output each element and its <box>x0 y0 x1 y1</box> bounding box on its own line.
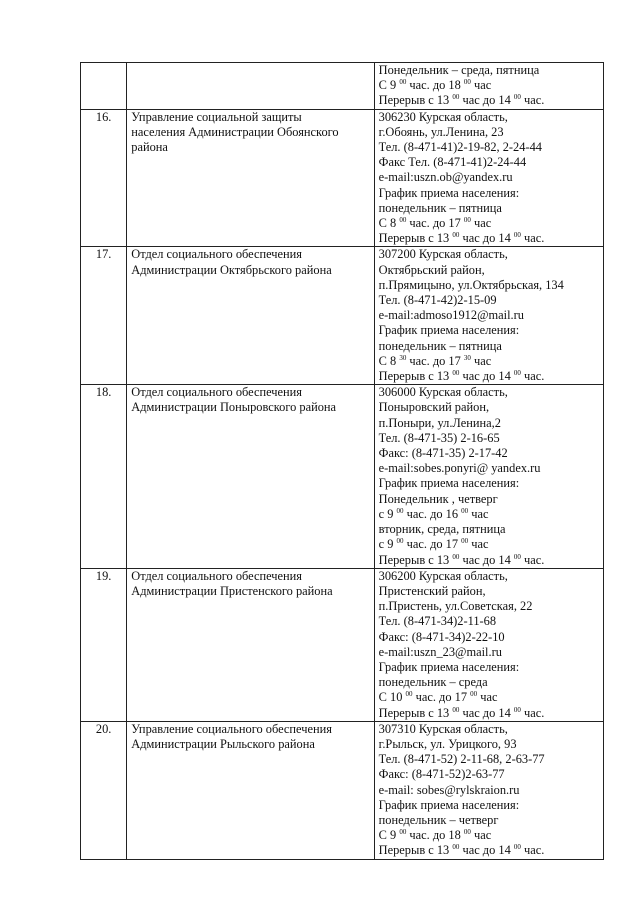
office-name-cell <box>127 109 374 247</box>
row-number-cell <box>81 568 127 721</box>
contact-info-line <box>379 813 600 828</box>
time-minutes-superscript: 00 <box>452 231 460 240</box>
contact-info-text: час. до 18 <box>406 828 464 843</box>
contact-info-cell <box>374 568 603 721</box>
contact-info-text: Перерыв с 13 <box>378 93 453 108</box>
contact-info-text: Факс: (8-471-34)2-22-10 <box>378 629 505 644</box>
contact-info-text: с 9 <box>378 506 397 521</box>
contact-info-text: График приема населения: <box>378 185 520 200</box>
contact-info-text: С 9 <box>378 828 400 843</box>
contact-info-line <box>379 614 600 629</box>
time-minutes-superscript: 00 <box>513 552 521 561</box>
contact-info-line <box>379 416 600 431</box>
contact-info-text: час до 14 <box>459 231 514 246</box>
time-minutes-superscript: 00 <box>396 537 404 546</box>
contact-info-line <box>379 369 600 384</box>
contact-info-line <box>379 537 600 552</box>
office-name-line: Отдел социального обеспечения <box>131 385 302 400</box>
time-minutes-superscript: 00 <box>470 690 478 699</box>
contact-info-text: Тел. (8-471-41)2-19-82, 2-24-44 <box>378 140 542 155</box>
contact-info-line <box>379 231 600 246</box>
contact-info-text: 306000 Курская область, <box>378 385 508 400</box>
contact-info-text: График приема населения: <box>378 323 520 338</box>
contact-info-text: понедельник – пятница <box>378 338 502 353</box>
contact-info-text: С 9 <box>378 78 400 93</box>
contact-info-line <box>379 263 600 278</box>
contact-info-text: Перерыв с 13 <box>378 843 453 858</box>
time-minutes-superscript: 30 <box>463 353 471 362</box>
contact-info-text: Тел. (8-471-52) 2-11-68, 2-63-77 <box>378 752 545 767</box>
contact-info-line <box>379 140 600 155</box>
contact-info-text: Понедельник – среда, пятница <box>378 63 540 77</box>
contact-info-text: час. <box>520 93 545 108</box>
offices-table <box>80 62 604 860</box>
contact-info-text: Перерыв с 13 <box>378 552 453 567</box>
contact-info-text: понедельник – четверг <box>378 812 499 827</box>
time-minutes-superscript: 00 <box>399 78 407 87</box>
contact-info-text: час. до 17 <box>403 537 462 552</box>
contact-info-text: Факс Тел. (8-471-41)2-24-44 <box>378 155 527 170</box>
contact-info-text: час. до 17 <box>406 353 464 368</box>
time-minutes-superscript: 00 <box>452 93 460 102</box>
contact-info-line <box>379 767 600 782</box>
row-number-cell <box>81 109 127 247</box>
office-name-line: населения Администрации Обоянского <box>131 124 339 139</box>
contact-info-text: час. <box>520 552 545 567</box>
contact-info-text: час <box>468 537 489 552</box>
row-number: 20. <box>95 721 112 736</box>
contact-info-text: час <box>477 690 498 705</box>
time-minutes-superscript: 00 <box>461 506 469 515</box>
time-minutes-superscript: 00 <box>461 537 469 546</box>
office-name-line: Администрации Рыльского района <box>131 736 315 751</box>
office-name-line: Управление социального обеспечения <box>131 721 332 736</box>
contact-info-text: час. <box>520 843 545 858</box>
table-row <box>81 247 604 385</box>
office-name-line: Администрации Октябрьского района <box>131 262 332 277</box>
contact-info-line <box>379 247 600 262</box>
time-minutes-superscript: 00 <box>463 216 471 225</box>
contact-info-text: График приема населения: <box>378 797 520 812</box>
contact-info-text: час до 14 <box>459 705 514 720</box>
row-number-cell <box>81 385 127 568</box>
contact-info-text: час до 14 <box>459 369 514 384</box>
contact-info-line <box>379 125 600 140</box>
contact-info-text: час до 14 <box>459 843 514 858</box>
office-name-line: Администрации Поныровского района <box>131 400 337 415</box>
contact-info-cell <box>374 247 603 385</box>
contact-info-line <box>379 446 600 461</box>
contact-info-text: e-mail:uszn.ob@yandex.ru <box>378 170 513 185</box>
contact-info-text: г.Обоянь, ул.Ленина, 23 <box>378 124 504 139</box>
contact-info-line <box>379 339 600 354</box>
table-row <box>81 109 604 247</box>
contact-info-text: п.Поныри, ул.Ленина,2 <box>378 415 501 430</box>
office-name-cell <box>127 721 374 859</box>
office-name-line: Управление социальной защиты <box>131 109 302 124</box>
row-number-cell <box>81 63 127 110</box>
contact-info-line <box>379 599 600 614</box>
contact-info-text: С 8 <box>378 353 400 368</box>
contact-info-text: 306230 Курская область, <box>378 109 508 124</box>
contact-info-cell <box>374 385 603 568</box>
contact-info-line <box>379 722 600 737</box>
contact-info-text: п.Прямицыно, ул.Октябрьская, 134 <box>378 277 564 292</box>
contact-info-text: График приема населения: <box>378 659 520 674</box>
row-number: 18. <box>95 385 112 400</box>
contact-info-line <box>379 843 600 858</box>
office-name-line: Отдел социального обеспечения <box>131 568 302 583</box>
office-name-cell <box>127 385 374 568</box>
contact-info-text: час. <box>520 705 545 720</box>
contact-info-line <box>379 155 600 170</box>
row-number: 17. <box>95 247 112 262</box>
contact-info-line <box>379 476 600 491</box>
contact-info-text: Тел. (8-471-35) 2-16-65 <box>378 430 500 445</box>
time-minutes-superscript: 00 <box>396 506 404 515</box>
office-name-cell <box>127 247 374 385</box>
time-minutes-superscript: 00 <box>452 552 460 561</box>
contact-info-text: Перерыв с 13 <box>378 231 453 246</box>
contact-info-line <box>379 78 600 93</box>
contact-info-text: 307310 Курская область, <box>378 721 508 736</box>
contact-info-line <box>379 461 600 476</box>
contact-info-text: Тел. (8-471-42)2-15-09 <box>378 293 497 308</box>
contact-info-text: Перерыв с 13 <box>378 369 453 384</box>
contact-info-line <box>379 737 600 752</box>
contact-info-text: e-mail: sobes@rylskraion.ru <box>378 782 520 797</box>
contact-info-text: час до 14 <box>459 93 514 108</box>
contact-info-text: час. до 18 <box>406 78 464 93</box>
office-name-line: Отдел социального обеспечения <box>131 247 302 262</box>
contact-info-text: Октябрьский район, <box>378 262 485 277</box>
contact-info-text: вторник, среда, пятница <box>378 522 506 537</box>
contact-info-text: п.Пристень, ул.Советская, 22 <box>378 599 533 614</box>
contact-info-text: Понедельник , четверг <box>378 491 498 506</box>
time-minutes-superscript: 00 <box>513 93 521 102</box>
table-row <box>81 721 604 859</box>
contact-info-text: 307200 Курская область, <box>378 247 508 262</box>
time-minutes-superscript: 00 <box>513 705 521 714</box>
contact-info-text: Пристенский район, <box>378 583 486 598</box>
time-minutes-superscript: 00 <box>399 216 407 225</box>
contact-info-text: час до 14 <box>459 552 514 567</box>
time-minutes-superscript: 00 <box>452 369 460 378</box>
table-row <box>81 568 604 721</box>
contact-info-line <box>379 828 600 843</box>
contact-info-line <box>379 522 600 537</box>
contact-info-line <box>379 293 600 308</box>
contact-info-text: час <box>470 216 492 231</box>
contact-info-line <box>379 507 600 522</box>
contact-info-line <box>379 569 600 584</box>
time-minutes-superscript: 00 <box>452 843 460 852</box>
contact-info-text: час. <box>520 231 545 246</box>
contact-info-text: Перерыв с 13 <box>378 705 453 720</box>
time-minutes-superscript: 00 <box>463 78 471 87</box>
office-name-line: Администрации Пристенского района <box>131 583 333 598</box>
contact-info-cell <box>374 63 603 110</box>
contact-info-text: час <box>470 828 492 843</box>
contact-info-line <box>379 400 600 415</box>
document-page <box>80 62 604 860</box>
time-minutes-superscript: 00 <box>513 369 521 378</box>
time-minutes-superscript: 00 <box>405 690 413 699</box>
time-minutes-superscript: 30 <box>399 353 407 362</box>
row-number: 16. <box>95 109 112 124</box>
contact-info-line <box>379 553 600 568</box>
contact-info-text: час. до 17 <box>412 690 471 705</box>
contact-info-text: e-mail:admoso1912@mail.ru <box>378 308 524 323</box>
contact-info-line <box>379 752 600 767</box>
contact-info-text: 306200 Курская область, <box>378 568 508 583</box>
contact-info-text: с 9 <box>378 537 397 552</box>
office-name-line: района <box>131 140 168 155</box>
contact-info-text: С 10 <box>378 690 406 705</box>
contact-info-text: г.Рыльск, ул. Урицкого, 93 <box>378 736 517 751</box>
contact-info-line <box>379 323 600 338</box>
contact-info-line <box>379 584 600 599</box>
contact-info-text: час <box>468 506 489 521</box>
table-row <box>81 385 604 568</box>
row-number-cell <box>81 721 127 859</box>
contact-info-text: понедельник – пятница <box>378 200 502 215</box>
contact-info-text: Тел. (8-471-34)2-11-68 <box>378 614 497 629</box>
row-number-cell <box>81 247 127 385</box>
contact-info-line <box>379 63 600 78</box>
time-minutes-superscript: 00 <box>463 828 471 837</box>
time-minutes-superscript: 00 <box>513 231 521 240</box>
contact-info-cell <box>374 721 603 859</box>
contact-info-text: час. до 17 <box>406 216 464 231</box>
contact-info-text: час. <box>520 369 545 384</box>
contact-info-line <box>379 690 600 705</box>
table-row <box>81 63 604 110</box>
contact-info-text: Факс: (8-471-52)2-63-77 <box>378 767 505 782</box>
time-minutes-superscript: 00 <box>399 828 407 837</box>
contact-info-text: час <box>470 78 492 93</box>
contact-info-text: e-mail:sobes.ponyri@ yandex.ru <box>378 461 541 476</box>
time-minutes-superscript: 00 <box>452 705 460 714</box>
time-minutes-superscript: 00 <box>513 843 521 852</box>
contact-info-line <box>379 706 600 721</box>
contact-info-line <box>379 308 600 323</box>
contact-info-line <box>379 201 600 216</box>
contact-info-line <box>379 110 600 125</box>
contact-info-line <box>379 492 600 507</box>
contact-info-line <box>379 216 600 231</box>
contact-info-line <box>379 783 600 798</box>
contact-info-line <box>379 660 600 675</box>
contact-info-line <box>379 186 600 201</box>
contact-info-line <box>379 675 600 690</box>
contact-info-line <box>379 798 600 813</box>
contact-info-line <box>379 278 600 293</box>
contact-info-text: понедельник – среда <box>378 675 488 690</box>
contact-info-line <box>379 630 600 645</box>
contact-info-text: Поныровский район, <box>378 400 490 415</box>
contact-info-line <box>379 431 600 446</box>
office-name-cell <box>127 63 374 110</box>
contact-info-line <box>379 170 600 185</box>
contact-info-text: График приема населения: <box>378 476 520 491</box>
contact-info-text: e-mail:uszn_23@mail.ru <box>378 644 502 659</box>
contact-info-line <box>379 645 600 660</box>
table-body <box>81 63 604 860</box>
contact-info-text: час <box>470 353 492 368</box>
office-name-cell <box>127 568 374 721</box>
contact-info-line <box>379 93 600 108</box>
contact-info-cell <box>374 109 603 247</box>
contact-info-line <box>379 385 600 400</box>
contact-info-line <box>379 354 600 369</box>
row-number: 19. <box>95 568 112 583</box>
contact-info-text: С 8 <box>378 216 400 231</box>
contact-info-text: час. до 16 <box>403 506 462 521</box>
contact-info-text: Факс: (8-471-35) 2-17-42 <box>378 446 508 461</box>
